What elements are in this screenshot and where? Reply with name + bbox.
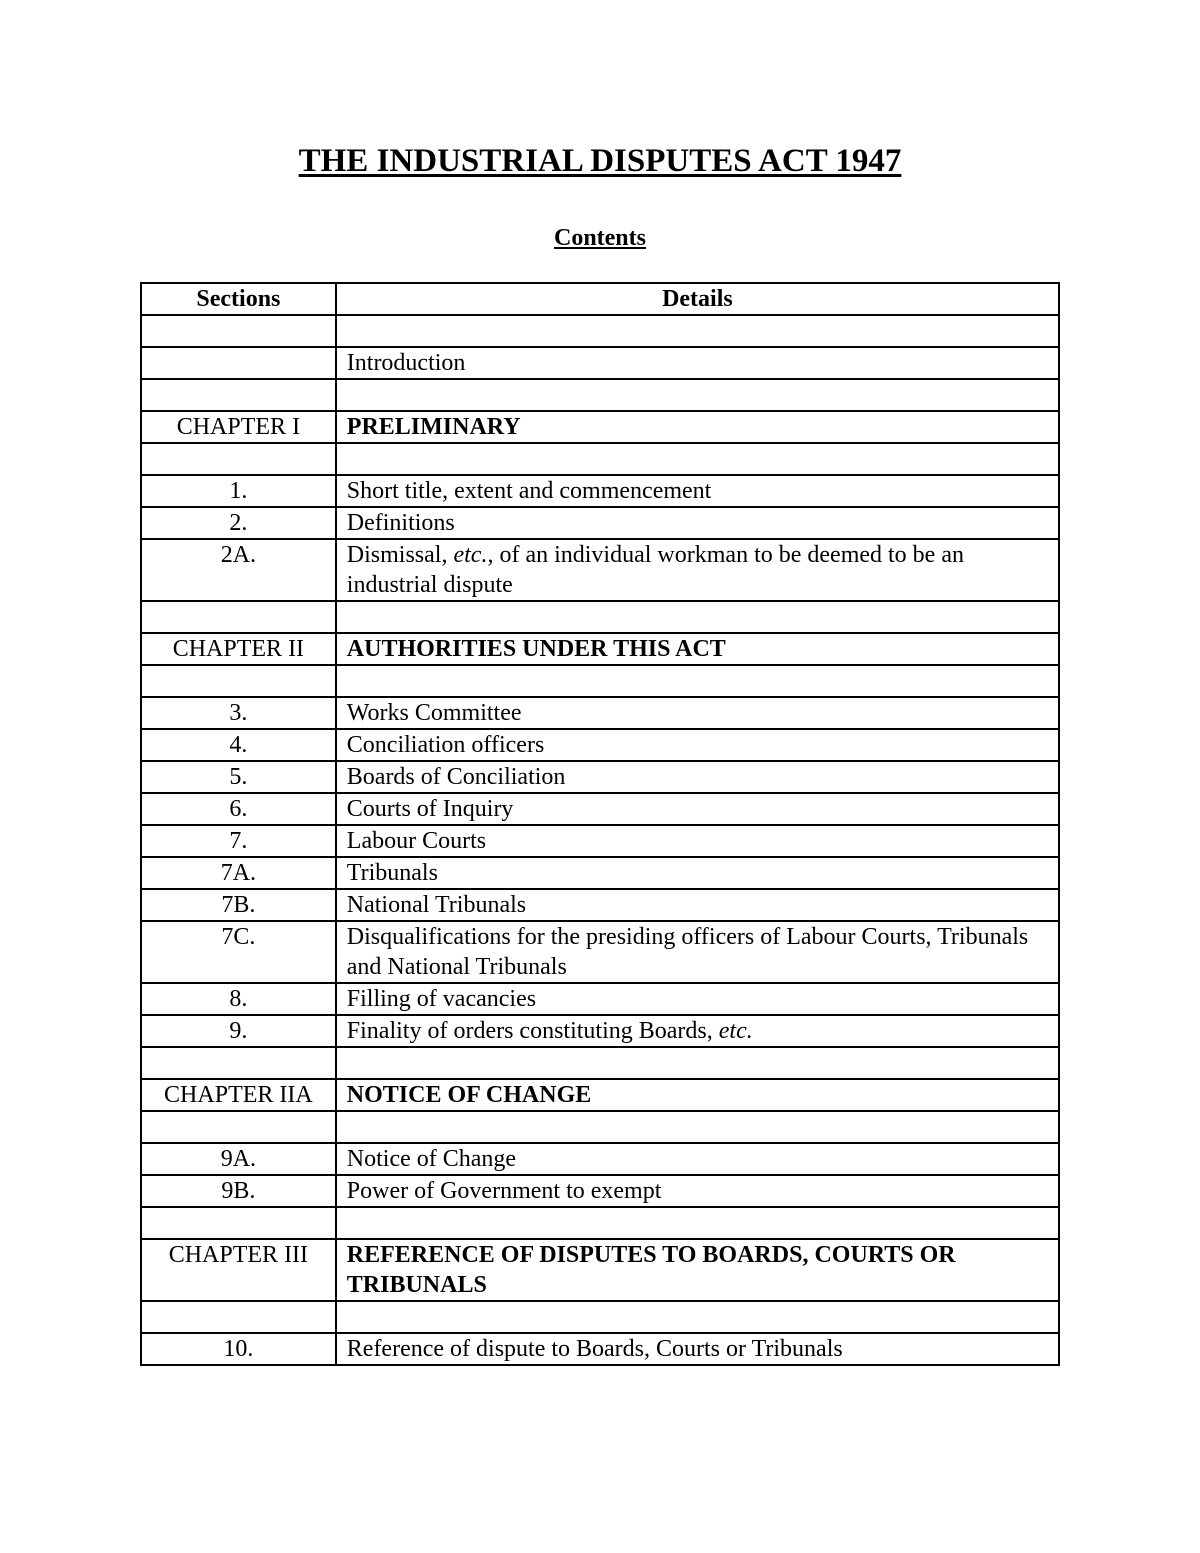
section-number-cell: 3.	[141, 697, 336, 729]
table-row	[141, 1143, 1059, 1175]
section-number-cell: 7B.	[141, 889, 336, 921]
section-details-cell: Short title, extent and commencement	[336, 475, 1059, 507]
chapter-row	[141, 1079, 1059, 1111]
section-details-cell: Finality of orders constituting Boards, etc.	[336, 1015, 1059, 1047]
blank-row	[141, 1111, 1059, 1143]
blank-row	[141, 443, 1059, 475]
table-header-row	[141, 283, 1059, 315]
section-number-cell	[141, 1301, 336, 1333]
section-details-cell: Reference of dispute to Boards, Courts or Tribunals	[336, 1333, 1059, 1365]
section-details-cell	[336, 665, 1059, 697]
table-row	[141, 1333, 1059, 1365]
section-number-cell: CHAPTER I	[141, 411, 336, 443]
table-row	[141, 921, 1059, 983]
chapter-row	[141, 633, 1059, 665]
contents-heading: Contents	[553, 225, 646, 251]
table-row	[141, 697, 1059, 729]
blank-row	[141, 379, 1059, 411]
table-row	[141, 761, 1059, 793]
contents-table	[140, 282, 1060, 1366]
table-row	[141, 857, 1059, 889]
section-number-cell	[141, 347, 336, 379]
section-number-cell	[141, 1111, 336, 1143]
blank-row	[141, 1207, 1059, 1239]
section-details-cell: Power of Government to exempt	[336, 1175, 1059, 1207]
table-row	[141, 793, 1059, 825]
section-details-cell: National Tribunals	[336, 889, 1059, 921]
section-number-cell: 9.	[141, 1015, 336, 1047]
section-details-cell: Labour Courts	[336, 825, 1059, 857]
section-number-cell: 7.	[141, 825, 336, 857]
section-number-cell: 5.	[141, 761, 336, 793]
section-number-cell	[141, 1207, 336, 1239]
section-number-cell: 7C.	[141, 921, 336, 983]
table-row	[141, 539, 1059, 601]
blank-row	[141, 601, 1059, 633]
chapter-title-cell: AUTHORITIES UNDER THIS ACT	[336, 633, 1059, 665]
chapter-row	[141, 1239, 1059, 1301]
section-number-cell	[141, 379, 336, 411]
blank-row	[141, 1301, 1059, 1333]
section-number-cell	[141, 1047, 336, 1079]
chapter-title-cell: NOTICE OF CHANGE	[336, 1079, 1059, 1111]
contents-table-body	[141, 315, 1059, 1365]
section-details-cell	[336, 1111, 1059, 1143]
table-row	[141, 507, 1059, 539]
section-number-cell: 2.	[141, 507, 336, 539]
table-row	[141, 983, 1059, 1015]
section-details-cell: Notice of Change	[336, 1143, 1059, 1175]
table-row	[141, 1175, 1059, 1207]
section-number-cell	[141, 443, 336, 475]
section-details-cell: Filling of vacancies	[336, 983, 1059, 1015]
section-number-cell: 2A.	[141, 539, 336, 601]
document-title: THE INDUSTRIAL DISPUTES ACT 1947	[298, 143, 902, 179]
section-number-cell: 9B.	[141, 1175, 336, 1207]
table-row	[141, 729, 1059, 761]
section-details-cell: Introduction	[336, 347, 1059, 379]
section-details-cell	[336, 443, 1059, 475]
section-details-cell: Dismissal, etc., of an individual workman to be deemed to be an industrial dispute	[336, 539, 1059, 601]
section-number-cell: 9A.	[141, 1143, 336, 1175]
section-number-cell: 7A.	[141, 857, 336, 889]
section-details-cell: Courts of Inquiry	[336, 793, 1059, 825]
table-row	[141, 889, 1059, 921]
column-header-sections: Sections	[141, 283, 336, 315]
section-details-cell	[336, 1207, 1059, 1239]
section-details-cell	[336, 379, 1059, 411]
table-row	[141, 825, 1059, 857]
table-row	[141, 347, 1059, 379]
section-details-cell	[336, 1301, 1059, 1333]
section-number-cell: CHAPTER IIA	[141, 1079, 336, 1111]
blank-row	[141, 665, 1059, 697]
section-details-cell: Definitions	[336, 507, 1059, 539]
section-number-cell: 6.	[141, 793, 336, 825]
chapter-title-cell: REFERENCE OF DISPUTES TO BOARDS, COURTS OR TRIBUNALS	[336, 1239, 1059, 1301]
section-number-cell: 4.	[141, 729, 336, 761]
section-details-cell	[336, 1047, 1059, 1079]
chapter-row	[141, 411, 1059, 443]
section-details-cell	[336, 315, 1059, 347]
section-number-cell: 8.	[141, 983, 336, 1015]
section-number-cell: CHAPTER III	[141, 1239, 336, 1301]
section-number-cell	[141, 601, 336, 633]
table-row	[141, 1015, 1059, 1047]
blank-row	[141, 315, 1059, 347]
italic-text: etc.	[718, 1018, 753, 1044]
section-details-cell: Tribunals	[336, 857, 1059, 889]
section-details-cell: Boards of Conciliation	[336, 761, 1059, 793]
section-number-cell	[141, 315, 336, 347]
table-row	[141, 475, 1059, 507]
section-details-cell	[336, 601, 1059, 633]
section-details-cell: Works Committee	[336, 697, 1059, 729]
section-details-cell: Conciliation officers	[336, 729, 1059, 761]
section-number-cell: CHAPTER II	[141, 633, 336, 665]
section-number-cell: 10.	[141, 1333, 336, 1365]
chapter-title-cell: PRELIMINARY	[336, 411, 1059, 443]
section-number-cell: 1.	[141, 475, 336, 507]
column-header-details: Details	[336, 283, 1059, 315]
section-number-cell	[141, 665, 336, 697]
section-details-cell: Disqualifications for the presiding officers of Labour Courts, Tribunals and National Tribunals	[336, 921, 1059, 983]
italic-text: etc.	[453, 542, 488, 568]
blank-row	[141, 1047, 1059, 1079]
